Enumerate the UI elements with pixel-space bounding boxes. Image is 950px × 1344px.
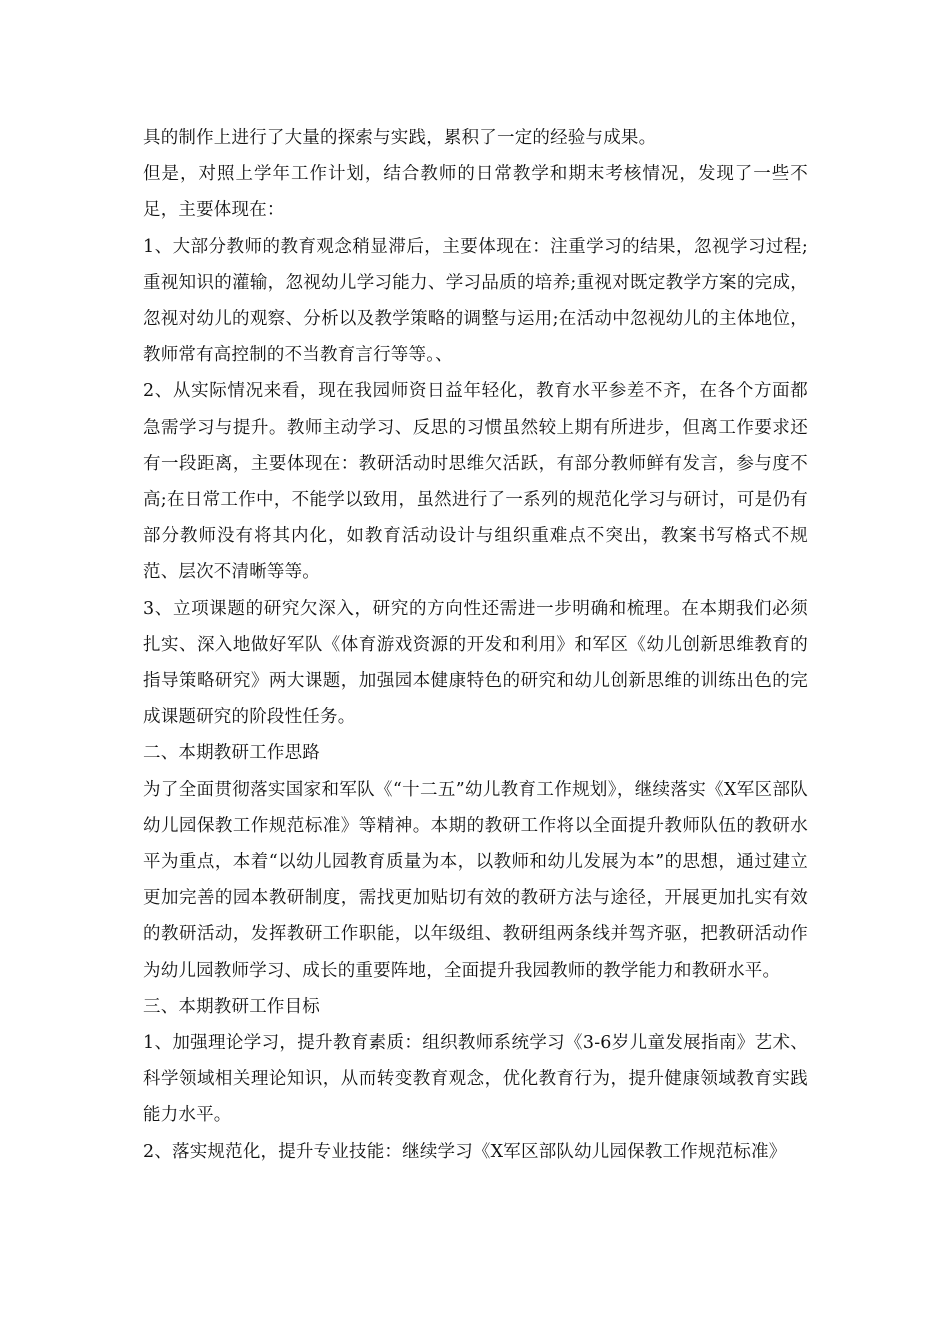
paragraph-continuation: 具的制作上进行了大量的探索与实践，累积了一定的经验与成果。 bbox=[143, 128, 657, 148]
paragraph-approach: 为了全面贯彻落实国家和军队《“十二五”幼儿教育工作规划》，继续落实《X军区部队幼儿园保教工作规范标准》等精神。本期的教研工作将以全面提升教师队伍的教研水平为重点，本着“以幼儿园教育质量为本，以教师和幼儿发展为本”的思想，通过建立更加完善的园本教研制度，需找更加贴切有效的教研方法与途径，开展更加扎实有效的教研活动，发挥教研工作职能，以年级组、教研组两条线并驾齐驱，把教研活动作为幼儿园教师学习、成长的重要阵地，全面提升我园教师的教学能力和教研水平。 bbox=[143, 779, 808, 981]
document-body bbox=[143, 120, 808, 1170]
paragraph-goal-2: 2、落实规范化，提升专业技能：继续学习《X军区部队幼儿园保教工作规范标准》 bbox=[143, 1141, 787, 1162]
paragraph-shortcomings-intro: 但是，对照上学年工作计划，结合教师的日常教学和期末考核情况，发现了一些不足，主要体现在： bbox=[143, 164, 808, 221]
paragraph-item-1: 1、大部分教师的教育观念稍显滞后，主要体现在：注重学习的结果，忽视学习过程;重视知识的灌输，忽视幼儿学习能力、学习品质的培养;重视对既定教学方案的完成，忽视对幼儿的观察、分析以及教学策略的调整与运用;在活动中忽视幼儿的主体地位，教师常有高控制的不当教育言行等等。、 bbox=[143, 236, 808, 366]
paragraph-item-2: 2、从实际情况来看，现在我园师资日益年轻化，教育水平参差不齐，在各个方面都急需学习与提升。教师主动学习、反思的习惯虽然较上期有所进步，但离工作要求还有一段距离，主要体现在：教研活动时思维欠活跃，有部分教师鲜有发言，参与度不高;在日常工作中，不能学以致用，虽然进行了一系列的规范化学习与研讨，可是仍有部分教师没有将其内化，如教育活动设计与组织重难点不突出，教案书写格式不规范、层次不清晰等等。 bbox=[143, 381, 808, 583]
paragraph-goal-1: 1、加强理论学习，提升教育素质：组织教师系统学习《3-6岁儿童发展指南》艺术、科学领域相关理论知识，从而转变教育观念，优化教育行为，提升健康领域教育实践能力水平。 bbox=[143, 1033, 808, 1126]
section-heading-goals: 三、本期教研工作目标 bbox=[143, 996, 320, 1017]
paragraph-item-3: 3、立项课题的研究欠深入，研究的方向性还需进一步明确和梳理。在本期我们必须扎实、深入地做好军队《体育游戏资源的开发和利用》和军区《幼儿创新思维教育的指导策略研究》两大课题，加强园本健康特色的研究和幼儿创新思维的训练出色的完成课题研究的阶段性任务。 bbox=[143, 598, 808, 728]
section-heading-approach: 二、本期教研工作思路 bbox=[143, 743, 320, 764]
